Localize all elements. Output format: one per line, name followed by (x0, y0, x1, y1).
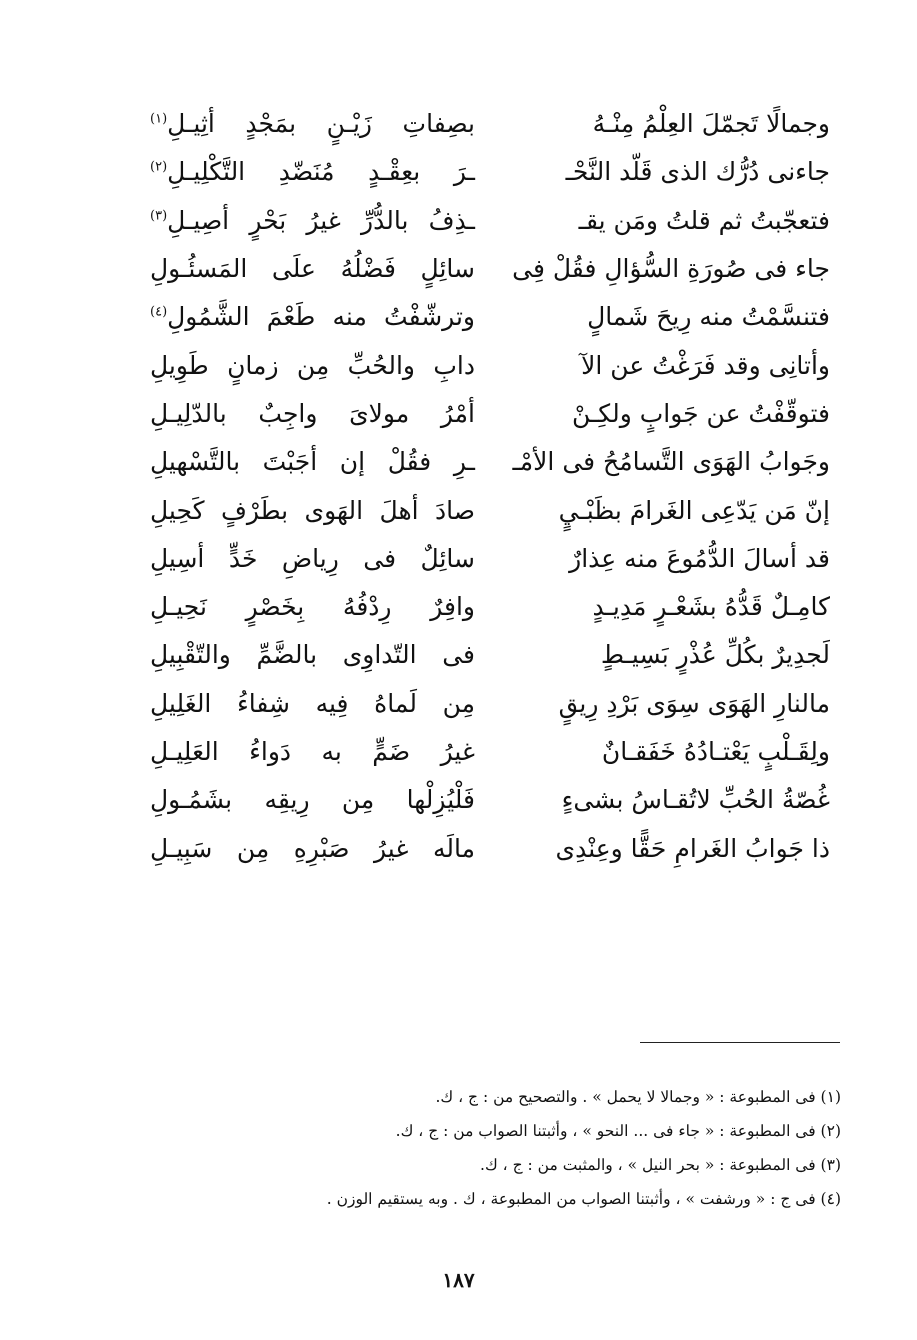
verse-line (150, 631, 830, 679)
footnote-marker: (٣) (150, 208, 168, 224)
verse-line (150, 583, 830, 631)
verse-first-hemistich: جاءنى دُرُّك الذى قَلّد النَّحْـ (565, 157, 830, 187)
verse-second-hemistich-text: سائِلٍ فَضْلُهُ علَى المَسئُـولِ (150, 254, 475, 284)
verse-second-hemistich-text: فَلْيُزِلْها مِن رِيقِه بشَمُـولِ (150, 785, 475, 815)
footnote: (٢) فى المطبوعة : « جاء فى ... النحو » ، وأثبتنا الصواب من : ج ، ك. (395, 1122, 841, 1140)
footnote: (٤) فى ج : « ورشفت » ، وأثبتنا الصواب من المطبوعة ، ك . وبه يستقيم الوزن . (326, 1190, 841, 1208)
verse-second-hemistich-text: غيرُ ضَمٍّ به دَواءُ العَلِيـلِ (150, 737, 475, 766)
verse-line (150, 438, 830, 486)
footnote-marker: (١) (150, 111, 168, 127)
verse-second-hemistich (150, 583, 490, 631)
verse-second-hemistich-text: سائِلٌ فى رِياضِ خَدٍّ أسِيلِ (150, 543, 475, 573)
verse-line (150, 293, 830, 341)
verse-line (150, 486, 830, 534)
verse-second-hemistich-text: دابِ والحُبِّ مِن زمانٍ طَوِيلِ (150, 350, 475, 380)
verse-line (150, 680, 830, 728)
verse-second-hemistich (150, 776, 490, 824)
verse-second-hemistich (150, 728, 490, 776)
verse-first-hemistich: وأتانِى وقد فَرَغْتُ عن الآ (581, 350, 830, 380)
verse-second-hemistich-text: وترشّفْتُ منه طَعْمَ الشَّمُولِ (167, 302, 475, 332)
verse-second-hemistich-text: وافِرٌ رِدْفُهُ بِخَصْرٍ نَحِيـلِ (150, 592, 475, 622)
verse-second-hemistich-text: فى التّداوِى بالضَّمِّ والتّقْبِيلِ (150, 640, 475, 670)
footnote-separator (640, 1042, 840, 1043)
verse-first-hemistich: فتنسَّمْتُ منه رِيحَ شَمالٍ (587, 302, 830, 332)
verse-second-hemistich-text: مِن لَماهُ فِيه شِفاءُ الغَلِيلِ (150, 688, 475, 718)
footnote: (١) فى المطبوعة : « وجمالا لا يحمل » . والتصحيح من : ج ، ك. (435, 1088, 841, 1106)
verse-first-hemistich: فتوقّفْتُ عن جَوابٍ ولكِـنْ (571, 398, 830, 428)
verse-line (150, 148, 830, 196)
verse-second-hemistich-text: ـرِ فقُلْ إن أجَبْتَ بالتَّسْهيلِ (150, 447, 475, 477)
verse-second-hemistich-text: أمْرُ مولاىَ واجِبٌ بالدّلِيـلِ (150, 398, 475, 428)
verse-second-hemistich (150, 825, 490, 873)
verse-line (150, 824, 830, 872)
verse-second-hemistich (150, 100, 490, 148)
verse-first-hemistich: وجمالًا تَجمّلَ العِلْمُ مِنْـهُ (592, 109, 830, 139)
verse-first-hemistich: كامِـلٌ قَدُّهُ بشَعْـرٍ مَدِيـدٍ (592, 592, 830, 622)
verse-line (150, 535, 830, 583)
verse-line (150, 728, 830, 776)
verse-second-hemistich (150, 487, 490, 535)
verse-second-hemistich (150, 197, 490, 245)
verse-first-hemistich: فتعجّبتُ ثم قلتُ ومَن يقـ (578, 205, 830, 235)
verse-second-hemistich-text: مالَه غيرُ صَبْرِهِ مِن سَبِيـلِ (150, 833, 475, 863)
verse-first-hemistich: جاء فى صُورَةِ السُّؤالِ فقُلْ فِى (512, 254, 830, 284)
verse-second-hemistich (150, 438, 490, 486)
verse-line (150, 197, 830, 245)
poem (150, 100, 830, 873)
verse-second-hemistich (150, 535, 490, 583)
verse-second-hemistich-text: صادَ أهلَ الهَوى بطَرْفٍ كَحِيلِ (150, 495, 475, 525)
footnote-marker: (٢) (150, 160, 168, 176)
verse-first-hemistich: ولِقَـلْبٍ يَعْتـادُهُ خَفَقـانٌ (601, 737, 830, 766)
verse-line (150, 776, 830, 824)
verse-second-hemistich (150, 390, 490, 438)
verse-line (150, 245, 830, 293)
verse-line (150, 100, 830, 148)
verse-second-hemistich-text: بصِفاتِ زَيْـنٍ بمَجْدٍ أثِيـلِ (167, 109, 475, 139)
verse-second-hemistich (150, 680, 490, 728)
verse-second-hemistich-text: ـرَ بعِقْـدٍ مُنَضّدِ التَّكْلِيـلِ (167, 157, 475, 187)
page-number: ١٨٧ (442, 1268, 475, 1292)
verse-second-hemistich (150, 245, 490, 293)
verse-first-hemistich: إنّ مَن يَدّعِى الغَرامَ بظَبْـيٍ (558, 495, 830, 525)
verse-line (150, 341, 830, 389)
verse-first-hemistich: وجَوابُ الهَوَى التَّسامُحُ فى الأمْـ (512, 447, 830, 477)
verse-line (150, 390, 830, 438)
verse-second-hemistich-text: ـذِفُ بالدُّرِّ غيرُ بَحْرٍ أصِيـلِ (167, 205, 475, 235)
verse-first-hemistich: غُصّةُ الحُبِّ لاتُقـاسُ بشىءٍ (561, 785, 830, 815)
verse-first-hemistich: مالنارِ الهَوَى سِوَى بَرْدِ رِيقٍ (558, 688, 830, 718)
verse-first-hemistich: ذا جَوابُ الغَرامِ حَقًّا وعِنْدِى (555, 833, 830, 863)
footnote-marker: (٤) (150, 305, 168, 320)
verse-second-hemistich (150, 148, 490, 196)
verse-first-hemistich: قد أسالَ الدُّمُوعَ منه عِذارٌ (569, 543, 830, 573)
footnote: (٣) فى المطبوعة : « بحر النيل » ، والمثبت من : ج ، ك. (480, 1156, 841, 1174)
footnotes (221, 1080, 841, 1216)
verse-first-hemistich: لَجدِيرٌ بكُلِّ عُذْرٍ بَسِيـطٍ (600, 640, 830, 670)
verse-second-hemistich (150, 342, 490, 390)
verse-second-hemistich (150, 631, 490, 679)
verse-second-hemistich (150, 293, 490, 341)
